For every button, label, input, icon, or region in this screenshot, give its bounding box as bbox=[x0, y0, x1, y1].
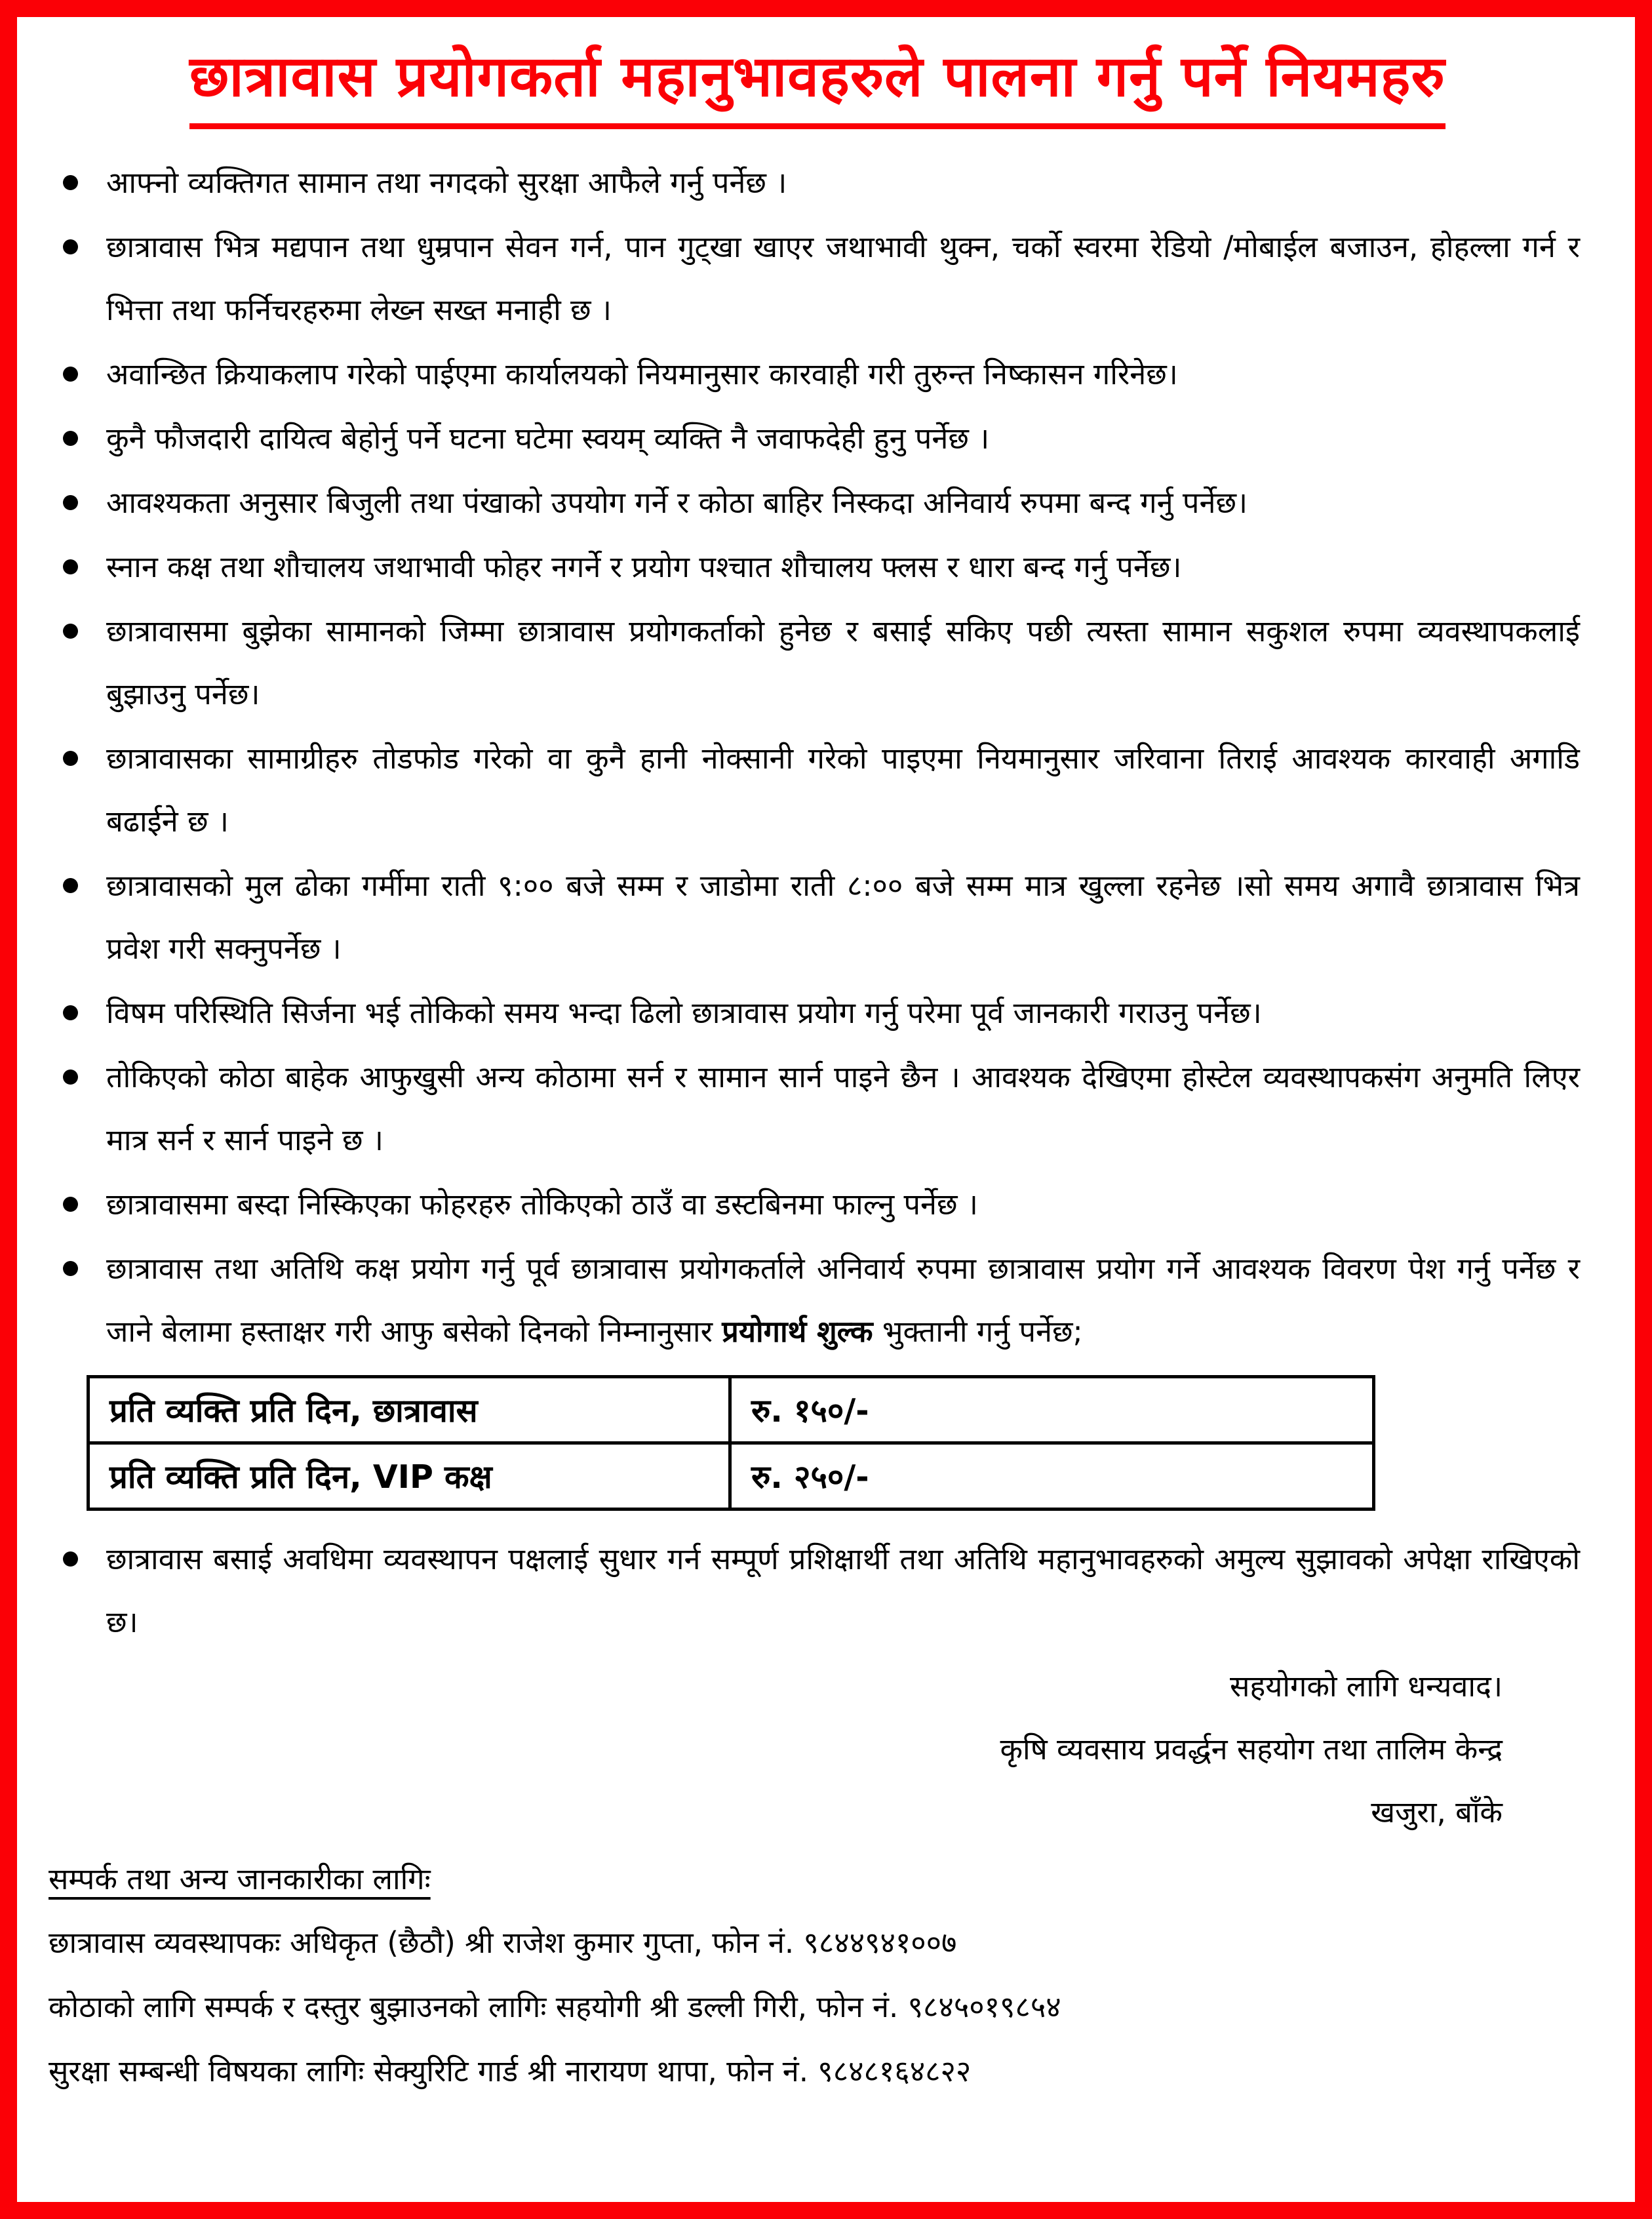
fee-amount-cell: रु. १५०/- bbox=[730, 1376, 1374, 1443]
contact-line-rooms: कोठाको लागि सम्पर्क र दस्तुर बुझाउनको लागिः सहयोगी श्री डल्ली गिरी, फोन नं. ९८४५०१९८५४ bbox=[49, 1989, 1061, 2024]
bullet-icon bbox=[63, 175, 78, 190]
closing-rule-list bbox=[49, 1528, 1580, 1654]
document-content bbox=[17, 17, 1635, 2104]
signoff-block bbox=[49, 1655, 1580, 1844]
fee-row-hostel bbox=[88, 1376, 1374, 1443]
contact-heading: सम्पर्क तथा अन्य जानकारीका लागिः bbox=[49, 1861, 431, 1896]
rule-text: स्नान कक्ष तथा शौचालय जथाभावी फोहर नगर्ने र प्रयोग पश्चात शौचालय फ्लस र धारा बन्द गर्नु पर्नेछ। bbox=[106, 549, 1182, 584]
bullet-icon bbox=[63, 1261, 78, 1276]
bullet-icon bbox=[63, 431, 78, 446]
bullet-icon bbox=[63, 367, 78, 382]
closing-rule-text: छात्रावास बसाई अवधिमा व्यवस्थापन पक्षलाई सुधार गर्न सम्पूर्ण प्रशिक्षार्थी तथा अतिथि महानुभावहरुको अमुल्य सुझावको अपेक्षा राखिएको छ। bbox=[106, 1541, 1580, 1639]
rule-text: आवश्यकता अनुसार बिजुली तथा पंखाको उपयोग गर्ने र कोठा बाहिर निस्कदा अनिवार्य रुपमा बन्द गर्नु पर्नेछ। bbox=[106, 485, 1248, 520]
rule-item bbox=[49, 216, 1580, 342]
rule-item bbox=[49, 536, 1580, 599]
rule-item bbox=[49, 471, 1580, 534]
rule-text: छात्रावास भित्र मद्यपान तथा धुम्रपान सेवन गर्न, पान गुट्खा खाएर जथाभावी थुक्न, चर्को स्वरमा रेडियो /मोबाईल बजाउन, होहल्ला गर्न र भित्ता तथा फर्निचरहरुमा लेख्न सख्त मनाही छ । bbox=[106, 229, 1580, 327]
rule-item bbox=[49, 151, 1580, 214]
rule-text: अवान्छित क्रियाकलाप गरेको पाईएमा कार्यालयको नियमानुसार कारवाही गरी तुरुन्त निष्कासन गरिनेछ। bbox=[106, 356, 1178, 391]
rule-text-before: छात्रावास तथा अतिथि कक्ष प्रयोग गर्नु पूर्व छात्रावास प्रयोगकर्ताले अनिवार्य रुपमा छात्रावास प्रयोग गर्ने आवश्यक विवरण पेश गर्नु पर्नेछ र जाने बेलामा हस्ताक्षर गरी आफु बसेको दिनको निम्नानुसार bbox=[106, 1250, 1580, 1349]
rule-item bbox=[49, 407, 1580, 470]
rules-list bbox=[49, 151, 1580, 1363]
rule-text: कुनै फौजदारी दायित्व बेहोर्नु पर्ने घटना घटेमा स्वयम् व्यक्ति नै जवाफदेही हुनु पर्नेछ । bbox=[106, 420, 990, 456]
bullet-icon bbox=[63, 1551, 78, 1567]
fee-label-cell: प्रति व्यक्ति प्रति दिन, VIP कक्ष bbox=[88, 1443, 730, 1509]
rule-text: छात्रावासको मुल ढोका गर्मीमा राती ९:०० बजे सम्म र जाडोमा राती ८:०० बजे सम्म मात्र खुल्ला रहनेछ ।सो समय अगावै छात्रावास भित्र प्रवेश गरी सक्नुपर्नेछ । bbox=[106, 868, 1580, 966]
rule-item bbox=[49, 343, 1580, 406]
rule-item bbox=[49, 854, 1580, 980]
rule-text: आफ्नो व्यक्तिगत सामान तथा नगदको सुरक्षा आफैले गर्नु पर्नेछ । bbox=[106, 165, 787, 200]
rule-item bbox=[49, 727, 1580, 853]
rule-text-after: भुक्तानी गर्नु पर्नेछ; bbox=[873, 1313, 1083, 1349]
page-title: छात्रावास प्रयोगकर्ता महानुभावहरुले पालना गर्नु पर्ने नियमहरु bbox=[189, 42, 1446, 129]
contact-line-manager: छात्रावास व्यवस्थापकः अधिकृत (छैठौ) श्री राजेश कुमार गुप्ता, फोन नं. ९८४४९४१००७ bbox=[49, 1925, 957, 1960]
bullet-icon bbox=[63, 751, 78, 766]
rule-item bbox=[49, 600, 1580, 726]
fee-amount-cell: रु. २५०/- bbox=[730, 1443, 1374, 1509]
rule-item-fee bbox=[49, 1237, 1580, 1363]
fee-row-vip bbox=[88, 1443, 1374, 1509]
place-line: खजुरा, बाँके bbox=[1371, 1794, 1503, 1829]
bullet-icon bbox=[63, 495, 78, 510]
rule-text: विषम परिस्थिति सिर्जना भई तोकिको समय भन्दा ढिलो छात्रावास प्रयोग गर्नु परेमा पूर्व जानकारी गराउनु पर्नेछ। bbox=[106, 995, 1262, 1030]
rule-item bbox=[49, 1173, 1580, 1236]
bullet-icon bbox=[63, 1197, 78, 1212]
bullet-icon bbox=[63, 239, 78, 254]
organization-line: कृषि व्यवसाय प्रवर्द्धन सहयोग तथा तालिम केन्द्र bbox=[1000, 1731, 1503, 1767]
fee-table bbox=[87, 1375, 1375, 1511]
rule-item bbox=[49, 1046, 1580, 1172]
rule-text: छात्रावासमा बस्दा निस्किएका फोहरहरु तोकिएको ठाउँ वा डस्टबिनमा फाल्नु पर्नेछ । bbox=[106, 1186, 978, 1222]
rule-item bbox=[49, 1528, 1580, 1654]
bullet-icon bbox=[63, 1070, 78, 1085]
bullet-icon bbox=[63, 1005, 78, 1020]
rule-text: छात्रावासमा बुझेका सामानको जिम्मा छात्रावास प्रयोगकर्ताको हुनेछ र बसाई सकिए पछी त्यस्ता सामान सकुशल रुपमा व्यवस्थापकलाई बुझाउनु पर्नेछ। bbox=[106, 613, 1580, 711]
rule-text-bold: प्रयोगार्थ शुल्क bbox=[722, 1313, 873, 1349]
rule-item bbox=[49, 982, 1580, 1045]
rule-text: छात्रावासका सामाग्रीहरु तोडफोड गरेको वा कुनै हानी नोक्सानी गरेको पाइएमा नियमानुसार जरिवाना तिराई आवश्यक कारवाही अगाडि बढाईने छ । bbox=[106, 740, 1580, 839]
thanks-line: सहयोगको लागि धन्यवाद। bbox=[1229, 1668, 1503, 1704]
bullet-icon bbox=[63, 559, 78, 574]
bullet-icon bbox=[63, 878, 78, 893]
title-wrap bbox=[75, 42, 1560, 129]
bullet-icon bbox=[63, 624, 78, 639]
contact-line-security: सुरक्षा सम्बन्धी विषयका लागिः सेक्युरिटि गार्ड श्री नारायण थापा, फोन नं. ९८४८१६४८२२ bbox=[49, 2053, 972, 2089]
rule-text: तोकिएको कोठा बाहेक आफुखुसी अन्य कोठामा सर्न र सामान सार्न पाइने छैन । आवश्यक देखिएमा होस्टेल व्यवस्थापकसंग अनुमति लिएर मात्र सर्न र सार्न पाइने छ । bbox=[106, 1059, 1580, 1157]
fee-label-cell: प्रति व्यक्ति प्रति दिन, छात्रावास bbox=[88, 1376, 730, 1443]
